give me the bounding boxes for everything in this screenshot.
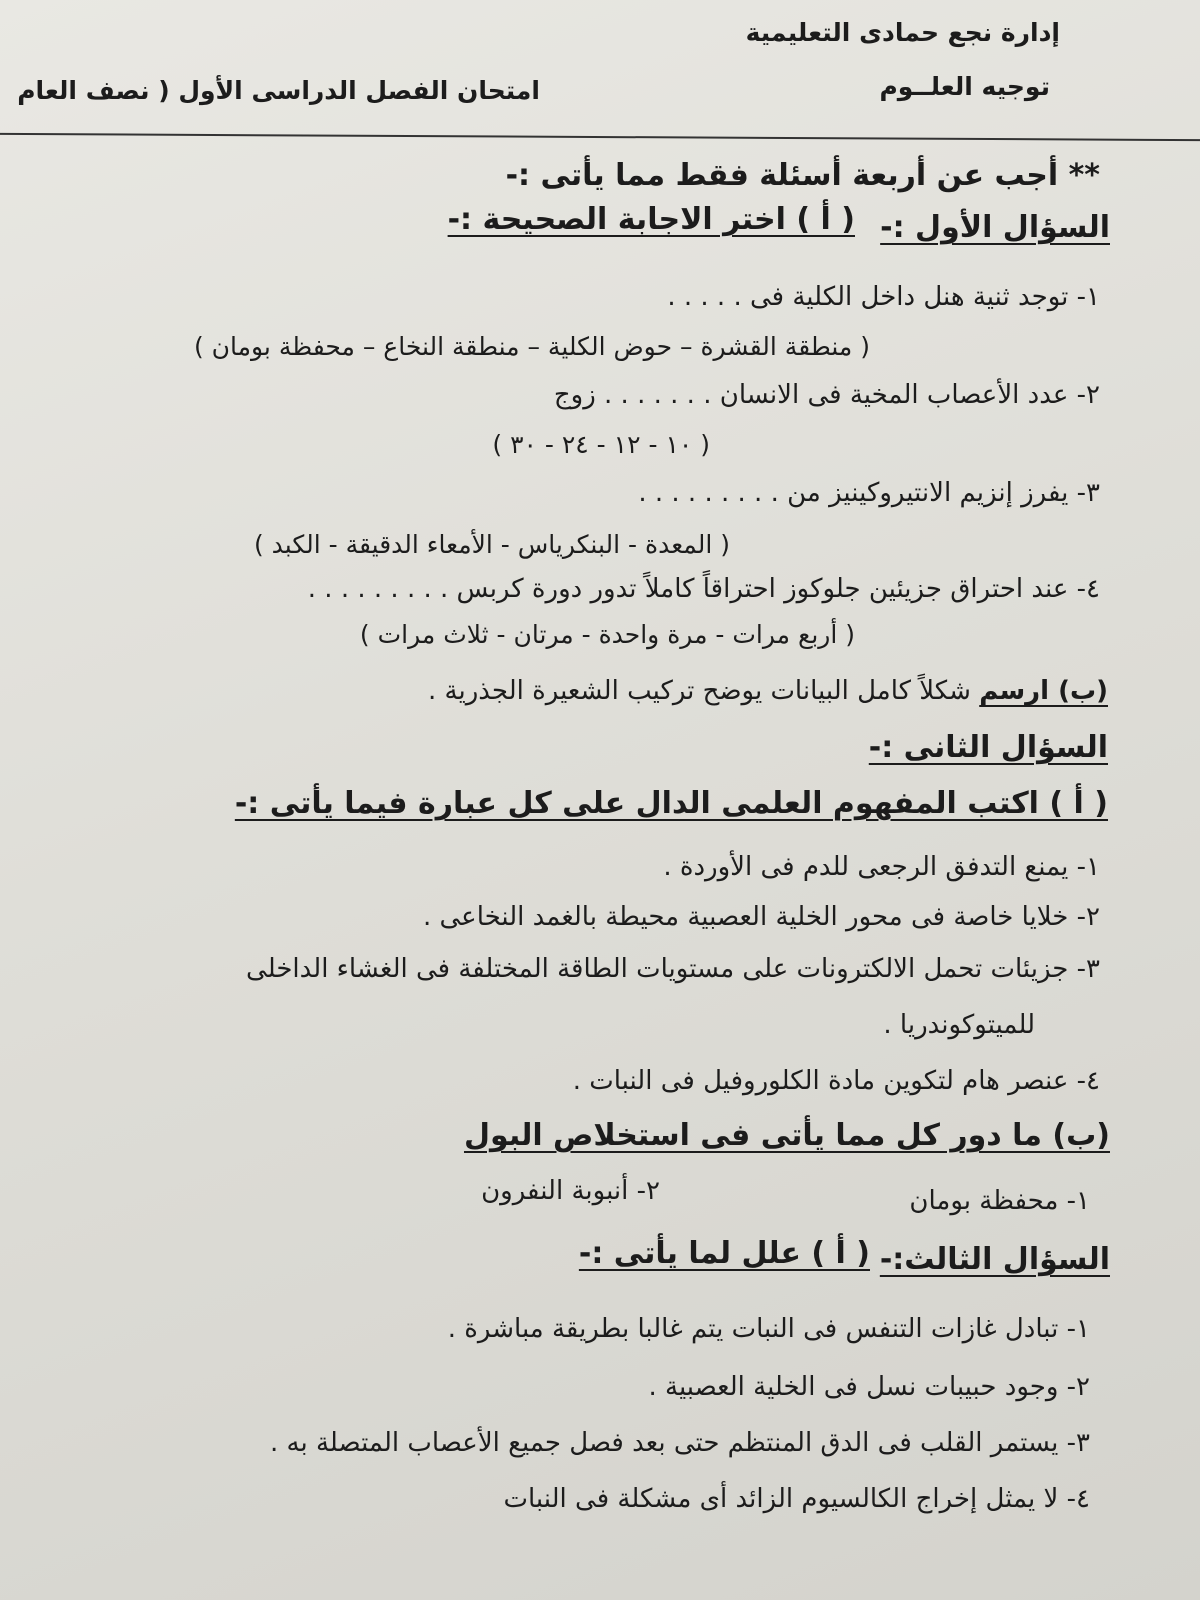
q2-item-4: ٤- عنصر هام لتكوين مادة الكلوروفيل فى النبات . bbox=[572, 1066, 1100, 1096]
instruction: ** أجب عن أربعة أسئلة فقط مما يأتى :- bbox=[505, 158, 1100, 193]
q3-item-1: ١- تبادل غازات التنفس فى النبات يتم غالبا بطريقة مباشرة . bbox=[447, 1314, 1090, 1344]
q1-item-3: ٣- يفرز إنزيم الانتيروكينيز من . . . . . . . . . bbox=[638, 478, 1100, 508]
q2-part-b: (ب) ما دور كل مما يأتى فى استخلاص البول bbox=[463, 1118, 1110, 1153]
q1-choices-2: ( ١٠ - ١٢ - ٢٤ - ٣٠ ) bbox=[492, 430, 710, 459]
q2-part-a: ( أ ) اكتب المفهوم العلمى الدال على كل عبارة فيما يأتى :- bbox=[234, 786, 1108, 821]
admin-name: إدارة نجع حمادى التعليمية bbox=[745, 18, 1060, 47]
q1-item-1: ١- توجد ثنية هنل داخل الكلية فى . . . . . bbox=[667, 282, 1100, 312]
q2-item-2: ٢- خلايا خاصة فى محور الخلية العصبية محيطة بالغمد النخاعى . bbox=[422, 902, 1100, 932]
q3-item-4: ٤- لا يمثل إخراج الكالسيوم الزائد أى مشكلة فى النبات bbox=[503, 1484, 1090, 1514]
q2-item-3-cont: للميتوكوندريا . bbox=[883, 1010, 1035, 1040]
q1-part-b-label: (ب) ارسم bbox=[979, 676, 1108, 706]
q3-part-a: ( أ ) علل لما يأتى :- bbox=[578, 1236, 870, 1271]
q3-title: السؤال الثالث:- bbox=[879, 1242, 1110, 1277]
q2-item-3: ٣- جزيئات تحمل الالكترونات على مستويات الطاقة المختلفة فى الغشاء الداخلى bbox=[246, 954, 1100, 984]
q1-part-a: ( أ ) اختر الاجابة الصحيحة :- bbox=[447, 202, 855, 237]
q1-part-b bbox=[428, 676, 1108, 706]
q2-part-b-item-2: ٢- أنبوبة النفرون bbox=[481, 1176, 660, 1206]
q1-item-2: ٢- عدد الأعصاب المخية فى الانسان . . . . . . . زوج bbox=[553, 380, 1100, 410]
q2-title: السؤال الثانى :- bbox=[868, 730, 1108, 765]
header-divider bbox=[0, 133, 1200, 141]
q1-choices-4: ( أربع مرات - مرة واحدة - مرتان - ثلاث مرات ) bbox=[359, 620, 855, 649]
q1-part-b-text: شكلاً كامل البيانات يوضح تركيب الشعيرة الجذرية . bbox=[428, 676, 971, 706]
q1-choices-3: ( المعدة - البنكرياس - الأمعاء الدقيقة - الكبد ) bbox=[253, 530, 730, 559]
q1-item-4: ٤- عند احتراق جزيئين جلوكوز احتراقاً كاملاً تدور دورة كربس . . . . . . . . . bbox=[307, 574, 1100, 604]
q1-choices-1: ( منطقة القشرة – حوض الكلية – منطقة النخاع – محفظة بومان ) bbox=[193, 332, 870, 361]
department-name: توجيه العلــوم bbox=[879, 72, 1050, 101]
q3-item-3: ٣- يستمر القلب فى الدق المنتظم حتى بعد فصل جميع الأعصاب المتصلة به . bbox=[270, 1428, 1090, 1458]
q2-item-1: ١- يمنع التدفق الرجعى للدم فى الأوردة . bbox=[663, 852, 1100, 882]
q1-title: السؤال الأول :- bbox=[880, 210, 1110, 245]
q2-part-b-item-1: ١- محفظة بومان bbox=[909, 1186, 1090, 1216]
q3-item-2: ٢- وجود حبيبات نسل فى الخلية العصبية . bbox=[648, 1372, 1090, 1402]
exam-title: امتحان الفصل الدراسى الأول ( نصف العام bbox=[17, 76, 540, 105]
